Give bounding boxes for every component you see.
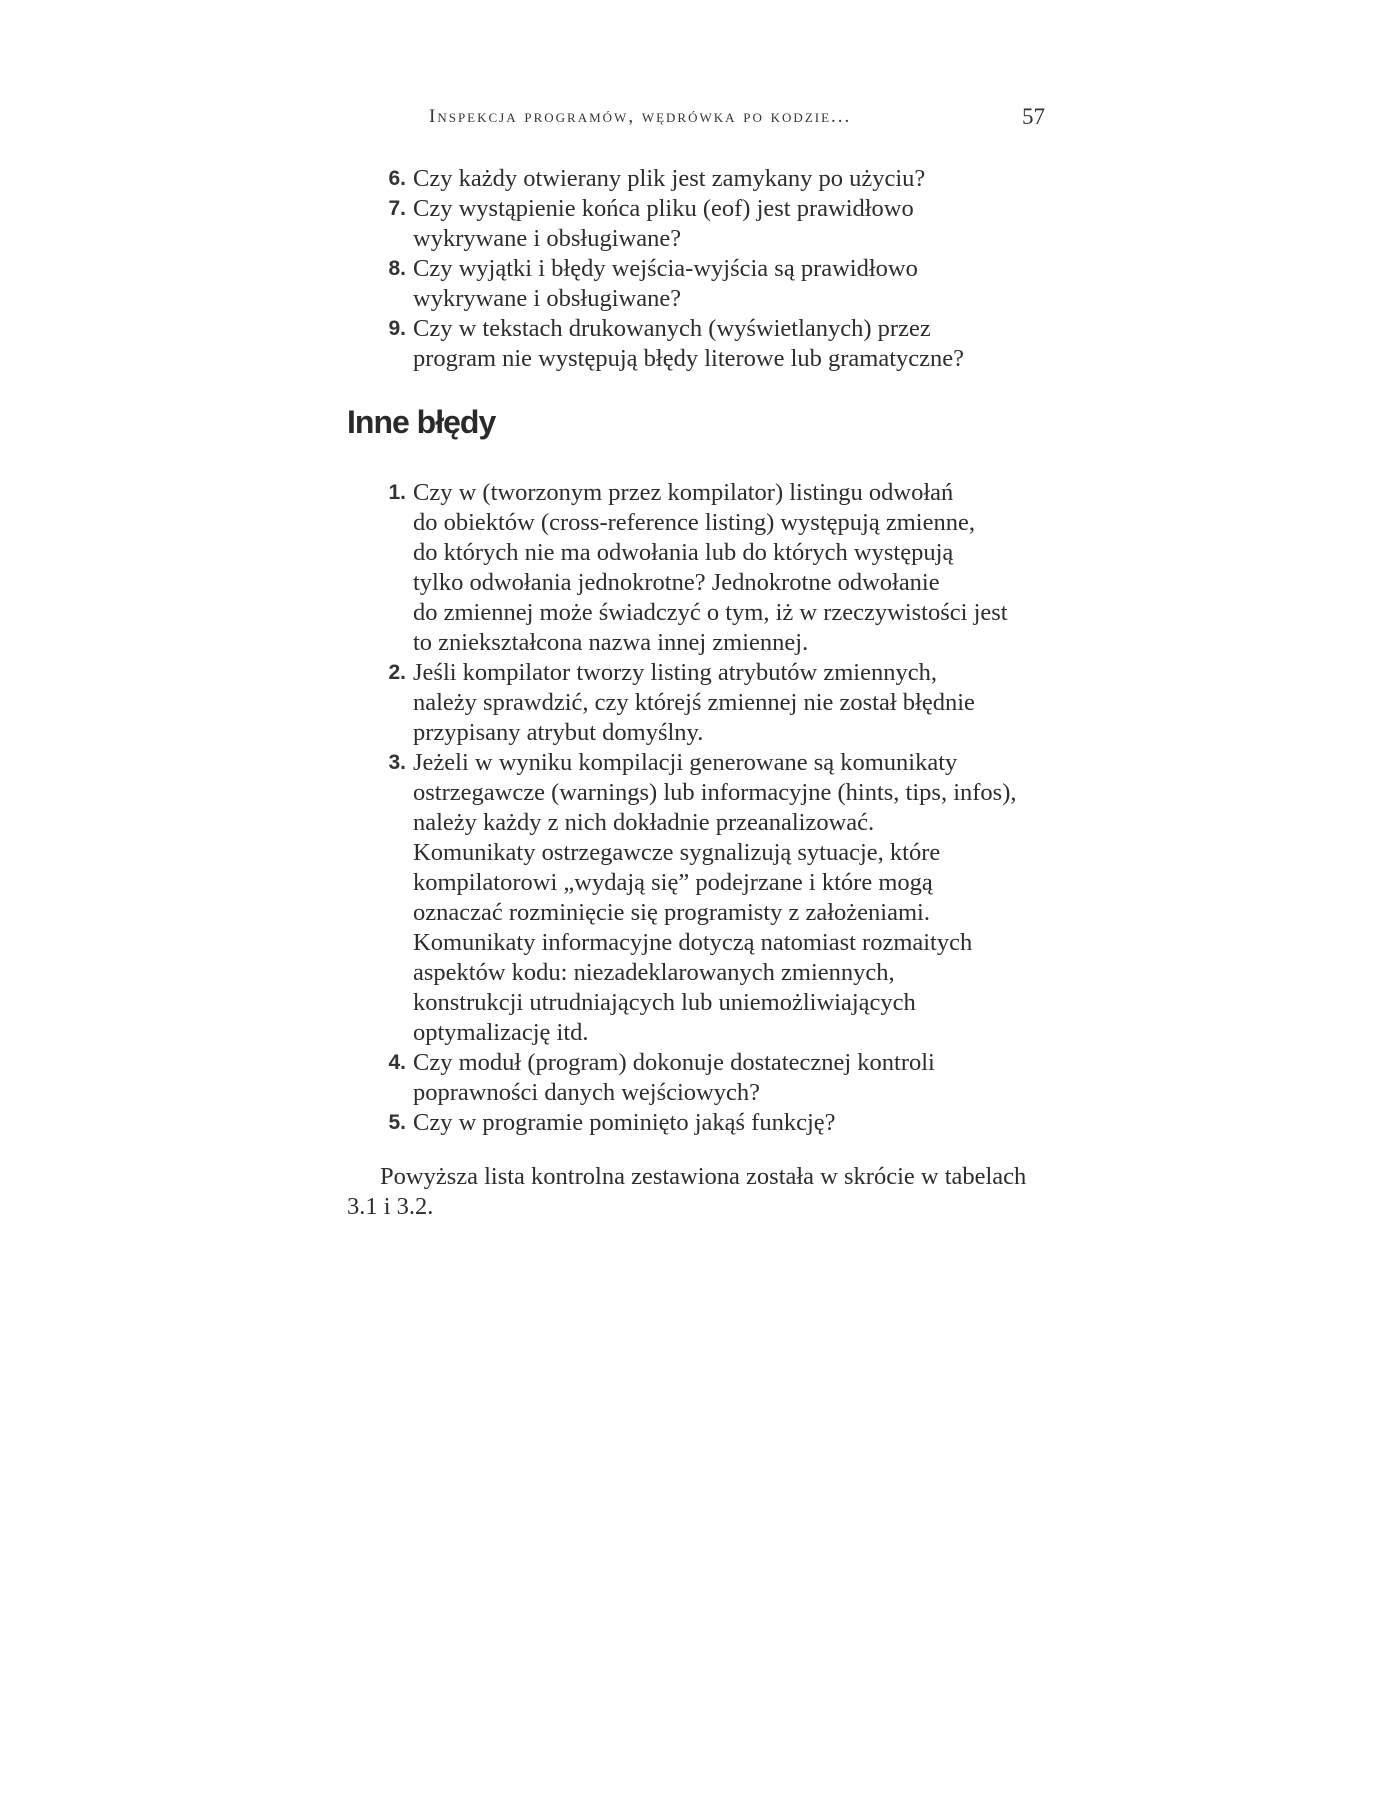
- list-item-line: do których nie ma odwołania lub do których występują: [413, 539, 954, 566]
- list-item-text: [413, 478, 1052, 658]
- checklist-other-errors: [372, 478, 1052, 1138]
- list-item-line: Jeżeli w wyniku kompilacji generowane są komunikaty: [413, 749, 958, 776]
- list-item-text: [413, 164, 992, 194]
- list-item-line: to zniekształcona nazwa innej zmiennej.: [413, 629, 809, 656]
- list-item-line: Komunikaty ostrzegawcze sygnalizują sytuacje, które: [413, 839, 941, 866]
- list-item-line: do zmiennej może świadczyć o tym, iż w rzeczywistości jest: [413, 599, 1008, 626]
- list-item-line: oznaczać rozminięcie się programisty z założeniami.: [413, 899, 930, 926]
- list-item-line: Czy w tekstach drukowanych (wyświetlanych) przez: [413, 315, 931, 342]
- list-item-text: [413, 254, 992, 314]
- list-item-line: optymalizację itd.: [413, 1019, 589, 1046]
- list-item-line: przypisany atrybut domyślny.: [413, 719, 704, 746]
- page-header: [429, 106, 1045, 130]
- list-item-line: Czy wyjątki i błędy wejścia-wyjścia są prawidłowo: [413, 255, 918, 282]
- list-item: [372, 478, 1052, 658]
- checklist-continued: [372, 164, 992, 374]
- list-item: [372, 164, 992, 194]
- list-item-line: Czy w (tworzonym przez kompilator) listingu odwołań: [413, 479, 954, 506]
- list-item-line: aspektów kodu: niezadeklarowanych zmiennych,: [413, 959, 895, 986]
- list-item: [372, 748, 1052, 1048]
- page-number: 57: [1022, 104, 1045, 129]
- list-item-number: 6.: [388, 167, 406, 190]
- list-item-number: 7.: [388, 197, 406, 220]
- list-item-line: wykrywane i obsługiwane?: [413, 225, 682, 252]
- list-item-number: 9.: [388, 317, 406, 340]
- list-item-line: Czy wystąpienie końca pliku (eof) jest prawidłowo: [413, 195, 914, 222]
- list-item-line: Czy moduł (program) dokonuje dostatecznej kontroli: [413, 1049, 935, 1076]
- closing-paragraph-line: Powyższa lista kontrolna zestawiona została w skrócie w tabelach: [380, 1163, 1027, 1190]
- list-item-line: wykrywane i obsługiwane?: [413, 285, 682, 312]
- list-item-text: [413, 658, 1052, 748]
- closing-paragraph: [347, 1162, 1052, 1222]
- list-item: [372, 254, 992, 314]
- list-item-line: kompilatorowi „wydają się” podejrzane i które mogą: [413, 869, 933, 896]
- list-item-number: 4.: [388, 1051, 406, 1074]
- list-item-line: Jeśli kompilator tworzy listing atrybutów zmiennych,: [413, 659, 937, 686]
- list-item-number: 1.: [388, 481, 406, 504]
- list-item-line: Czy w programie pominięto jakąś funkcję?: [413, 1109, 836, 1136]
- list-item-line: ostrzegawcze (warnings) lub informacyjne (hints, tips, infos),: [413, 779, 1017, 806]
- list-item-text: [413, 748, 1052, 1048]
- list-item-number: 3.: [388, 751, 406, 774]
- closing-paragraph-line: 3.1 i 3.2.: [347, 1193, 434, 1220]
- list-item-number: 8.: [388, 257, 406, 280]
- list-item: [372, 658, 1052, 748]
- list-item-text: [413, 194, 992, 254]
- list-item-number: 2.: [388, 661, 406, 684]
- list-item: [372, 314, 992, 374]
- section-heading: Inne błędy: [347, 404, 496, 440]
- list-item-line: Komunikaty informacyjne dotyczą natomiast rozmaitych: [413, 929, 973, 956]
- list-item-line: konstrukcji utrudniających lub uniemożliwiających: [413, 989, 916, 1016]
- list-item-number: 5.: [388, 1111, 406, 1134]
- list-item-line: poprawności danych wejściowych?: [413, 1079, 760, 1106]
- list-item-line: do obiektów (cross-reference listing) występują zmienne,: [413, 509, 975, 536]
- list-item-line: należy każdy z nich dokładnie przeanalizować.: [413, 809, 875, 836]
- list-item: [372, 1048, 1052, 1108]
- list-item-text: [413, 1108, 1052, 1138]
- list-item-text: [413, 314, 992, 374]
- list-item: [372, 1108, 1052, 1138]
- list-item-text: [413, 1048, 1052, 1108]
- list-item: [372, 194, 992, 254]
- list-item-line: tylko odwołania jednokrotne? Jednokrotne odwołanie: [413, 569, 940, 596]
- list-item-line: Czy każdy otwierany plik jest zamykany po użyciu?: [413, 165, 926, 192]
- list-item-line: program nie występują błędy literowe lub gramatyczne?: [413, 345, 965, 372]
- list-item-line: należy sprawdzić, czy którejś zmiennej nie został błędnie: [413, 689, 975, 716]
- running-head: Inspekcja programów, wędrówka po kodzie...: [429, 106, 852, 127]
